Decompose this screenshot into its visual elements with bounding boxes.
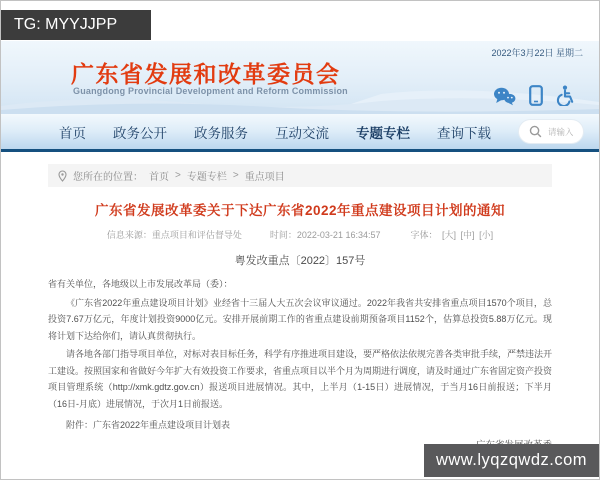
header-date: 2022年3月22日 星期二 [491,48,583,58]
nav-item-interaction[interactable]: 互动交流 [275,125,329,141]
font-size-large-button[interactable]: [大] [442,230,457,240]
site-watermark-bar [424,444,599,477]
attachment-link[interactable]: 附件：广东省2022年重点建设项目计划表 [66,420,231,430]
site-title: 广东省发展和改革委员会 [71,61,341,87]
breadcrumb-separator: > [232,170,239,181]
font-size-small-button[interactable]: [小] [479,230,494,240]
article-publish-time: 时间：2022-03-21 16:34:57 [269,230,381,240]
nav-item-special-topics[interactable]: 专题专栏 [356,125,410,141]
article-title: 广东省发展改革委关于下达广东省2022年重点建设项目计划的通知 [94,203,506,218]
article-body [48,276,552,412]
article-meta [48,228,552,241]
salutation-paragraph: 省有关单位，各地级以上市发展改革局（委）： [48,279,233,289]
breadcrumb-label: 您所在的位置： [73,172,143,183]
site-subtitle: Guangdong Provincial Development and Reform Commission [73,86,348,96]
article-source: 信息来源：重点项目和评估督导处 [106,230,242,240]
main-navigation [1,114,599,149]
wechat-icon[interactable] [493,87,516,111]
body-paragraph-1: 《广东省2022年重点建设项目计划》业经省十三届人大五次会议审议通过。2022年我省共安排省重点项目1570个项目，总投资7.67万亿元，年度计划投资9000亿元。安排开展前期工作的省重点建设前期预备项目1152个，估算总投资5.88万亿元。现将计划下达给你们，请认真贯彻执行。 [48,297,552,341]
accessibility-icon[interactable] [556,85,575,111]
font-size-medium-button[interactable]: [中] [460,230,475,240]
search-input[interactable] [548,127,573,137]
watermark-url: www.lyqzqwdz.com [435,451,588,469]
breadcrumb-item-home[interactable]: 首页 [149,172,169,183]
header-icon-group [493,85,575,111]
mobile-icon[interactable] [529,85,543,111]
nav-item-gov-disclosure[interactable]: 政务公开 [113,125,167,141]
font-size-label: 字体： [410,230,438,240]
article-content [48,199,552,478]
breadcrumb-item-special-topics[interactable]: 专题专栏 [186,172,227,183]
body-paragraph-2: 请各地各部门指导项目单位，对标对表目标任务，科学有序推进项目建设，要严格依法依规完善各类审批手续，严禁违法开工建设。按照国家和省做好今年扩大有效投资工作要求，省重点项目以半个月为周期进行调度，请及时通过广东省固定资产投资项目管理系统（http://xmk.gdtz.gov.cn）报送项目进展情况。其中，上半月（1-15日）进展情况，于当月16日前报送；下半月（16日-月底）进展情况，于次月1日前报送。 [48,349,553,409]
font-size-switcher [408,228,493,241]
breadcrumb-separator: > [175,170,181,181]
search-box[interactable] [518,119,584,144]
nav-item-home[interactable]: 首页 [59,125,86,141]
breadcrumb-item-key-projects[interactable]: 重点项目 [244,172,285,183]
nav-item-downloads[interactable]: 查询下载 [437,125,491,141]
location-pin-icon [58,170,67,182]
document-number: 粤发改重点〔2022〕157号 [234,255,366,267]
breadcrumb [48,164,552,187]
tg-watermark-text: TG: MYYJJPP [14,16,118,33]
site-header-banner [1,41,599,114]
search-icon [529,125,542,138]
tg-watermark-badge [1,10,151,40]
nav-item-gov-services[interactable]: 政务服务 [194,125,248,141]
nav-underline-bar [1,149,599,152]
